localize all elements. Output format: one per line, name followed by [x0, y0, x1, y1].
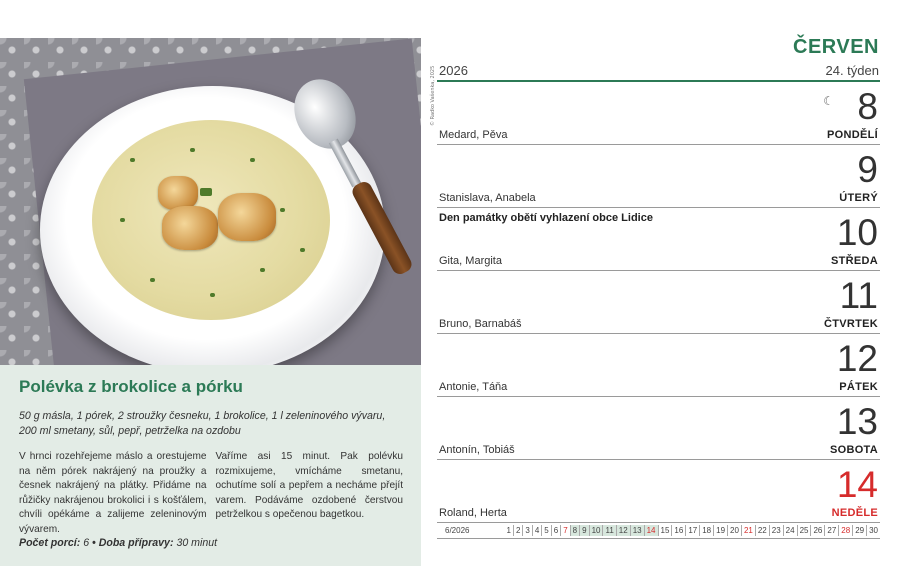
mini-month-day: 19 [713, 525, 727, 536]
mini-month-day: 3 [522, 525, 531, 536]
mini-month-day: 16 [671, 525, 685, 536]
month-title: ČERVEN [793, 36, 879, 58]
prep-label: Doba přípravy: [98, 537, 174, 549]
mini-month-day: 29 [852, 525, 866, 536]
day-name: SOBOTA [829, 444, 878, 456]
name-day: Stanislava, Anabela [439, 192, 536, 204]
mini-month-day: 24 [783, 525, 797, 536]
mini-month-day: 26 [810, 525, 824, 536]
instructions-col-1: V hrnci rozehřejeme máslo a orestujeme na něm pórek nakrájený na proužky a česnek nakrájený na plátky. Přidáme na růžičky nakrájenou brokolici i s košťálem, chvíli opékáme a zalijeme zeleninovým vývarem. [19, 451, 207, 535]
copyright-text: © Radko Vašenka, 2025 [430, 65, 436, 126]
mini-month-day: 21 [741, 525, 755, 536]
day-number: 14 [836, 464, 878, 505]
mini-month-label: 6/2026 [445, 526, 470, 535]
day-number: 11 [839, 275, 878, 316]
day-name: ÚTERÝ [839, 192, 878, 204]
mini-month-day: 1 [506, 526, 511, 535]
day-row [437, 397, 880, 460]
day-row [437, 208, 880, 271]
portions-value: 6 [83, 537, 90, 549]
crouton [158, 176, 198, 210]
recipe-panel [0, 365, 421, 566]
mini-month-day: 10 [589, 525, 603, 536]
day-number: 10 [836, 212, 878, 253]
mini-month-day: 13 [630, 525, 644, 536]
herb [210, 293, 215, 297]
herb [120, 218, 125, 222]
recipe-meta [19, 537, 217, 549]
mini-month-day: 2 [513, 525, 522, 536]
day-number: 9 [857, 149, 878, 190]
herb [130, 158, 135, 162]
herb [250, 158, 255, 162]
recipe-instructions [19, 450, 403, 538]
day-event: Den památky obětí vyhlazení obce Lidice [439, 212, 653, 224]
mini-month-day: 28 [838, 525, 852, 536]
day-name: STŘEDA [830, 255, 878, 267]
herb-garnish [200, 188, 212, 196]
mini-month-day: 5 [541, 525, 550, 536]
meta-separator: • [92, 537, 96, 549]
mini-month-day: 23 [769, 525, 783, 536]
day-number: 8 [857, 86, 878, 127]
mini-month-day: 18 [699, 525, 713, 536]
mini-month-day: 30 [866, 525, 880, 536]
mini-month-day: 20 [727, 525, 741, 536]
recipe-photo [0, 38, 421, 365]
mini-month-day: 12 [616, 525, 630, 536]
name-day: Medard, Pěva [439, 129, 508, 141]
herb [190, 148, 195, 152]
instructions-col-2: Vaříme asi 15 minut. Pak polévku rozmixujeme, vmícháme smetanu, ochutíme solí a pepřem a necháme přejít varem. Podáváme ozdobené čerstvou petrželkou s opečenou bagetkou. [215, 451, 403, 521]
name-day: Roland, Herta [439, 507, 507, 519]
herb [150, 278, 155, 282]
day-row [437, 271, 880, 334]
day-number: 12 [836, 338, 878, 379]
year: 2026 [439, 63, 468, 78]
mini-month-day: 9 [579, 525, 588, 536]
herb [260, 268, 265, 272]
recipe-ingredients: 50 g másla, 1 pórek, 2 stroužky česneku, 1 brokolice, 1 l zeleninového vývaru, 200 ml smetany, sůl, pepř, petrželka na ozdobu [19, 410, 386, 437]
day-row-sunday [437, 460, 880, 523]
mini-month-strip [437, 523, 880, 539]
herb [280, 208, 285, 212]
day-row [437, 145, 880, 208]
week-number: 24. týden [825, 63, 879, 78]
mini-month-day: 17 [685, 525, 699, 536]
prep-value: 30 minut [176, 537, 218, 549]
name-day: Antonín, Tobiáš [439, 444, 515, 456]
day-name: NEDĚLE [831, 507, 878, 519]
day-number: 13 [836, 401, 878, 442]
name-day: Antonie, Táňa [439, 381, 508, 393]
name-day: Bruno, Barnabáš [439, 318, 522, 330]
crouton [162, 206, 218, 250]
mini-month-day: 7 [560, 525, 569, 536]
mini-month-day: 22 [755, 525, 769, 536]
day-row [437, 82, 880, 145]
day-name: ČTVRTEK [823, 318, 878, 330]
mini-month-days [487, 525, 880, 536]
mini-month-day: 15 [658, 525, 672, 536]
photo-copyright [424, 40, 436, 130]
day-name: PONDĚLÍ [827, 129, 878, 141]
mini-month-day: 11 [602, 525, 615, 536]
mini-month-day: 8 [570, 525, 579, 536]
moon-phase-icon: ☾ [823, 94, 834, 108]
crouton [218, 193, 276, 241]
mini-month-day: 27 [824, 525, 838, 536]
herb [300, 248, 305, 252]
day-row [437, 334, 880, 397]
recipe-title: Polévka z brokolice a pórku [19, 377, 243, 396]
name-day: Gita, Margita [439, 255, 502, 267]
mini-month-day: 14 [644, 525, 658, 536]
mini-month-day: 6 [551, 525, 560, 536]
mini-month-day: 25 [797, 525, 811, 536]
mini-month-day: 4 [532, 525, 541, 536]
portions-label: Počet porcí: [19, 537, 81, 549]
day-name: PÁTEK [839, 381, 878, 393]
